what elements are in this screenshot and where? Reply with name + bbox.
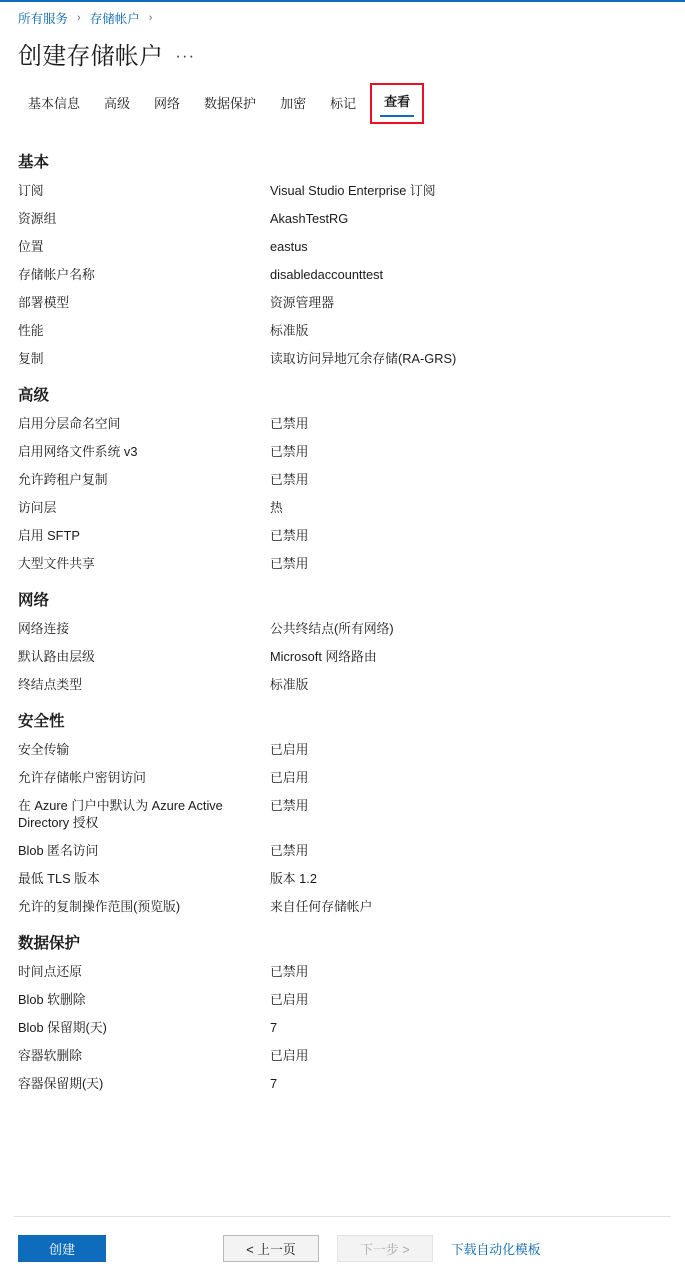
- row-value: 已禁用: [270, 798, 309, 813]
- table-row: [18, 963, 667, 980]
- tab-basics[interactable]: 基本信息: [28, 96, 81, 111]
- row-key: 位置: [18, 239, 44, 254]
- row-value: 7: [270, 1076, 278, 1091]
- row-value: 标准版: [270, 323, 309, 338]
- row-key: 安全传输: [18, 742, 70, 757]
- table-row: [18, 555, 667, 572]
- row-value: 已禁用: [270, 444, 309, 459]
- row-key: Blob 软删除: [18, 992, 86, 1007]
- table-row: [18, 991, 667, 1008]
- tab-data-protection[interactable]: 数据保护: [204, 96, 257, 111]
- table-row: [18, 527, 667, 544]
- row-value: 7: [270, 1020, 278, 1035]
- wizard-footer: [0, 1217, 685, 1279]
- row-key: 订阅: [18, 183, 44, 198]
- row-key: 启用 SFTP: [18, 528, 80, 543]
- wizard-tabs: [0, 71, 685, 124]
- tab-networking[interactable]: 网络: [154, 96, 181, 111]
- title-row: [0, 28, 685, 71]
- table-row: [18, 620, 667, 637]
- table-row: [18, 182, 667, 199]
- row-value: 热: [270, 500, 283, 515]
- section-title-basics: 基本: [18, 154, 50, 171]
- row-value: 读取访问异地冗余存储(RA-GRS): [270, 351, 457, 366]
- row-key: 启用分层命名空间: [18, 416, 121, 431]
- row-key: Blob 匿名访问: [18, 843, 99, 858]
- row-value: 已禁用: [270, 472, 309, 487]
- previous-button[interactable]: < 上一页: [223, 1235, 319, 1262]
- row-value: 来自任何存储帐户: [270, 899, 373, 914]
- breadcrumb-item-all-services[interactable]: 所有服务: [18, 12, 69, 26]
- breadcrumb: [0, 2, 685, 28]
- table-row: [18, 471, 667, 488]
- section-title-networking: 网络: [18, 592, 50, 609]
- table-row: [18, 741, 667, 758]
- row-value: 已启用: [270, 770, 309, 785]
- table-row: [18, 415, 667, 432]
- table-row: [18, 499, 667, 516]
- next-button: 下一步 >: [337, 1235, 433, 1262]
- table-row: [18, 898, 667, 915]
- row-value: 已禁用: [270, 556, 309, 571]
- table-row: [18, 350, 667, 367]
- table-row: [18, 210, 667, 227]
- row-value: AkashTestRG: [270, 211, 349, 226]
- row-key: 网络连接: [18, 621, 70, 636]
- footer-navigation: [223, 1235, 541, 1262]
- row-key: 访问层: [18, 500, 57, 515]
- row-value: 已禁用: [270, 843, 309, 858]
- row-key: 允许存储帐户密钥访问: [18, 770, 146, 785]
- row-key: 时间点还原: [18, 964, 82, 979]
- table-row: [18, 870, 667, 887]
- table-row: [18, 238, 667, 255]
- table-row: [18, 648, 667, 665]
- row-value: Visual Studio Enterprise 订阅: [270, 183, 436, 198]
- row-key: 终结点类型: [18, 677, 82, 692]
- row-value: 已启用: [270, 742, 309, 757]
- row-value: disabledaccounttest: [270, 267, 384, 282]
- row-key: 允许跨租户复制: [18, 472, 108, 487]
- table-row: [18, 322, 667, 339]
- review-content: [0, 124, 685, 1092]
- more-options-icon[interactable]: ···: [175, 46, 196, 65]
- table-row: [18, 797, 667, 831]
- row-value: 公共终结点(所有网络): [270, 621, 394, 636]
- section-title-security: 安全性: [18, 713, 65, 730]
- breadcrumb-separator-icon: ›: [148, 12, 153, 24]
- row-key: 默认路由层级: [18, 649, 95, 664]
- table-row: [18, 842, 667, 859]
- row-value: 已启用: [270, 992, 309, 1007]
- row-key: Blob 保留期(天): [18, 1020, 107, 1035]
- row-key: 复制: [18, 351, 44, 366]
- table-row: [18, 676, 667, 693]
- row-value: 已禁用: [270, 416, 309, 431]
- row-key: 性能: [18, 323, 44, 338]
- row-key: 存储帐户名称: [18, 267, 95, 282]
- row-value: 资源管理器: [270, 295, 334, 310]
- breadcrumb-separator-icon: ›: [77, 12, 81, 24]
- row-value: Microsoft 网络路由: [270, 649, 377, 664]
- row-key: 资源组: [18, 211, 57, 226]
- row-value: 已禁用: [270, 528, 309, 543]
- row-value: 已禁用: [270, 964, 309, 979]
- section-title-advanced: 高级: [18, 387, 50, 404]
- row-key: 容器保留期(天): [18, 1076, 104, 1091]
- row-value: 已启用: [270, 1048, 309, 1063]
- row-key: 最低 TLS 版本: [18, 871, 100, 886]
- tab-encryption[interactable]: 加密: [280, 96, 307, 111]
- tab-tags[interactable]: 标记: [330, 96, 357, 111]
- table-row: [18, 1019, 667, 1036]
- table-row: [18, 1047, 667, 1064]
- download-template-link[interactable]: 下载自动化模板: [451, 1241, 541, 1257]
- row-value: 版本 1.2: [270, 871, 317, 886]
- page-title: 创建存储帐户: [18, 43, 164, 70]
- table-row: [18, 443, 667, 460]
- tab-review[interactable]: 查看: [370, 83, 424, 124]
- row-key: 部署模型: [18, 295, 70, 310]
- row-value: 标准版: [270, 677, 309, 692]
- row-key: 启用网络文件系统 v3: [18, 444, 138, 459]
- table-row: [18, 266, 667, 283]
- row-key: 容器软删除: [18, 1048, 82, 1063]
- table-row: [18, 1075, 667, 1092]
- row-key: 允许的复制操作范围(预览版): [18, 899, 181, 914]
- row-key: 在 Azure 门户中默认为 Azure Active Directory 授权: [18, 798, 223, 830]
- tab-advanced[interactable]: 高级: [104, 96, 131, 111]
- row-key: 大型文件共享: [18, 556, 95, 571]
- section-title-data-protection: 数据保护: [18, 935, 81, 952]
- row-value: eastus: [270, 239, 308, 254]
- breadcrumb-item-storage-accounts[interactable]: 存储帐户: [89, 12, 140, 26]
- create-button[interactable]: 创建: [18, 1235, 106, 1262]
- table-row: [18, 769, 667, 786]
- table-row: [18, 294, 667, 311]
